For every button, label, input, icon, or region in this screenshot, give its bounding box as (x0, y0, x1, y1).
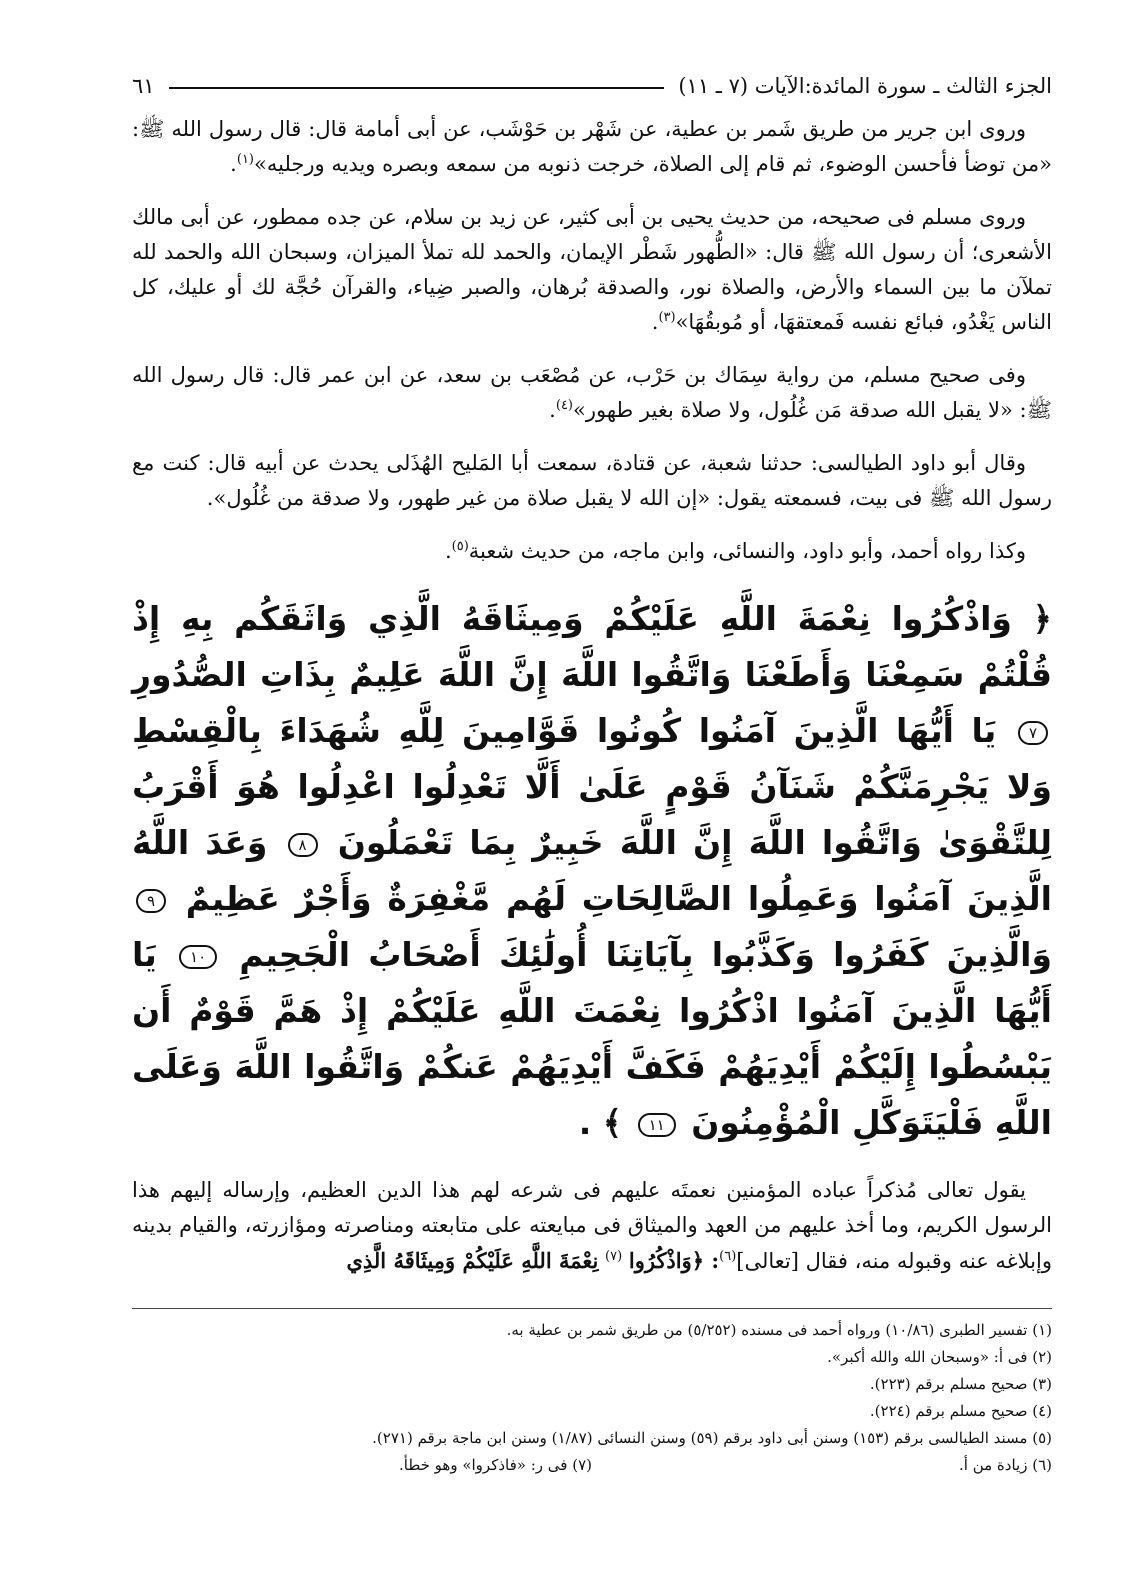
ayah-number-badge: ١١ (638, 1113, 676, 1137)
paragraph-commentary (132, 1173, 1052, 1279)
footnotes (132, 1308, 1052, 1479)
footnote-ref: (١) (236, 152, 254, 167)
footnote-2: (٢) فى أ: «وسبحان الله والله أكبر». (827, 1348, 1052, 1366)
footnote-ref: (٥) (451, 539, 469, 554)
header-rule (169, 87, 665, 89)
footnote-ref: (٦) (719, 1249, 737, 1264)
verse-text: ﴿ وَاذْكُرُوا نِعْمَةَ اللَّهِ عَلَيْكُمْ وَمِيثَاقَهُ الَّذِي وَاثَقَكُم بِهِ إِذْ قُلْتُمْ سَمِعْنَا وَأَطَعْنَا وَاتَّقُوا اللَّهَ إِنَّ اللَّهَ عَلِيمٌ بِذَاتِ الصُّدُورِ (132, 599, 1052, 694)
footnote-6: (٦) زيادة من أ. (959, 1456, 1052, 1474)
footnote-1: (١) تفسير الطبرى (١٠/٨٦) ورواه أحمد فى مسنده (٥/٢٥٢) من طريق شمر بن عطية به. (506, 1321, 1052, 1339)
paragraph-text: وروى ابن جرير من طريق شَمر بن عطية، عن شَهْر بن حَوْشَب، عن أبى أمامة قال: قال رسول الله ﷺ: «من توضأ فأحسن الوضوء، ثم قام إلى الصلاة، خرجت ذنوبه من سمعه وبصره ويديه ورجليه» (132, 117, 1052, 176)
paragraph-text: وكذا رواه أحمد، وأبو داود، والنسائى، وابن ماجه، من حديث شعبة (468, 539, 1026, 563)
footnote-7: (٧) فى ر: «فاذكروا» وهو خطأ. (398, 1456, 592, 1474)
paragraph-tayalisi (132, 446, 1052, 516)
ayah-number-badge: ١٠ (179, 945, 217, 969)
ayah-number-badge: ٩ (136, 889, 166, 913)
verse-text: يَا أَيُّهَا الَّذِينَ آمَنُوا كُونُوا قَوَّامِينَ لِلَّهِ شُهَدَاءَ بِالْقِسْطِ وَلا يَجْرِمَنَّكُمْ شَنَآنُ قَوْمٍ عَلَىٰ أَلَّا تَعْدِلُوا اعْدِلُوا هُوَ أَقْرَبُ لِلتَّقْوَىٰ وَاتَّقُوا اللَّهَ إِنَّ اللَّهَ خَبِيرٌ بِمَا تَعْمَلُونَ (132, 711, 1052, 862)
footnote-ref: (٧) (605, 1249, 623, 1264)
verse-text: وَعَدَ اللَّهُ الَّذِينَ آمَنُوا وَعَمِلُوا الصَّالِحَاتِ لَهُم مَّغْفِرَةٌ وَأَجْرٌ عَظِيمٌ (132, 823, 1052, 918)
commentary-quote: نِعْمَةَ اللَّهِ عَلَيْكُمْ وَمِيثَاقَهُ الَّذِي (346, 1248, 599, 1273)
paragraph-ibn-jarir: وروى ابن جرير من طريق شَمر بن عطية، عن شَهْر بن حَوْشَب، عن أبى أمامة قال: قال رسول الله ﷺ: «من توضأ فأحسن الوضوء، ثم قام إلى الصلاة، خرجت ذنوبه من سمعه وبصره ويديه ورجليه»$^{(١)}$. (132, 117, 1052, 176)
footnote-ref: (٤) (555, 398, 573, 413)
footnote-row (132, 1452, 1052, 1479)
paragraph-narrators: وكذا رواه أحمد، وأبو داود، والنسائى، وابن ماجه، من حديث شعبة$^{(٥)}$. (444, 539, 1026, 563)
header-title: الجزء الثالث ـ سورة المائدة:الآيات (٧ ـ ١١) (678, 74, 1052, 98)
paragraph-muslim-1: وروى مسلم فى صحيحه، من حديث يحيى بن أبى كثير، عن زيد بن سلام، عن جده ممطور، عن أبى مالك الأشعرى؛ أن رسول الله ﷺ قال: «الطُّهور شَطْر الإيمان، والحمد لله تملأ الميزان، وسبحان الله والحمد لله تملآن ما بين السماء والأرض، والصلاة نور، والصدقة بُرهان، والصبر ضِياء، والقرآن حُجَّة لك أو عليك، كل الناس يَغْدُو، فبائع نفسه فَمعتقهَا، أو مُوبقُهَا»$^{(٣)}$. (132, 205, 1052, 334)
footnote-ref: (٣) (658, 310, 676, 325)
verse-text: يَا أَيُّهَا الَّذِينَ آمَنُوا اذْكُرُوا نِعْمَتَ اللَّهِ عَلَيْكُمْ إِذْ هَمَّ قَوْمٌ أَن يَبْسُطُوا إِلَيْكُمْ أَيْدِيَهُمْ فَكَفَّ أَيْدِيَهُمْ عَنكُمْ وَاتَّقُوا اللَّهَ وَعَلَى اللَّهِ فَلْيَتَوَكَّلِ الْمُؤْمِنُونَ (132, 935, 1052, 1142)
page-body (132, 112, 1052, 1279)
ayah-number-badge: ٧ (1018, 721, 1048, 745)
running-header (132, 66, 1052, 106)
verse-close: ﴾ . (578, 1103, 623, 1142)
footnote-5: (٥) مسند الطيالسى برقم (١٥٣) وسنن أبى داود برقم (٥٩) وسنن النسائى (١/٨٧) وسنن ابن ماجة برقم (٢٧١). (372, 1429, 1052, 1447)
footnote-3: (٣) صحيح مسلم برقم (٢٢٣). (869, 1375, 1052, 1393)
verse-text: وَالَّذِينَ كَفَرُوا وَكَذَّبُوا بِآيَاتِنَا أُولَٰئِكَ أَصْحَابُ الْجَحِيمِ (239, 935, 1052, 974)
paragraph-text: وروى مسلم فى صحيحه، من حديث يحيى بن أبى كثير، عن زيد بن سلام، عن جده ممطور، عن أبى مالك الأشعرى؛ أن رسول الله ﷺ قال: «الطُّهور شَطْر الإيمان، والحمد لله تملأ الميزان، وسبحان الله والحمد لله تملآن ما بين السماء والأرض، والصلاة نور، والصدقة بُرهان، والصبر ضِياء، والقرآن حُجَّة لك أو عليك، كل الناس يَغْدُو، فبائع نفسه فَمعتقهَا، أو مُوبقُهَا» (132, 205, 1052, 334)
paragraph-text: وفى صحيح مسلم، من رواية سِمَاك بن حَرْب، عن مُصْعَب بن سعد، عن ابن عمر قال: قال رسول الله ﷺ: «لا يقبل الله صدقة مَن غُلُول، ولا صلاة بغير طهور» (132, 363, 1052, 422)
commentary-text: يقول تعالى مُذكراً عباده المؤمنين نعمتَه عليهم فى شرعه لهم هذا الدين العظيم، وإرساله إليهم هذا الرسول الكريم، وما أخذ عليهم من العهد والميثاق فى مبايعته على متابعته ومناصرته ومؤازرته، والقيام بدينه وإبلاغه عنه وقبوله منه، فقال [تعالى] (132, 1178, 1052, 1273)
commentary-quote: : ﴿وَاذْكُرُوا (628, 1248, 720, 1273)
page-number: ٦١ (132, 74, 155, 98)
quran-verses (132, 591, 1052, 1151)
footnote-4: (٤) صحيح مسلم برقم (٢٢٤). (869, 1402, 1052, 1420)
ayah-number-badge: ٨ (288, 833, 318, 857)
paragraph-text: وقال أبو داود الطيالسى: حدثنا شعبة، عن قتادة، سمعت أبا المَليح الهُذَلى يحدث عن أبيه قال: كنت مع رسول الله ﷺ فى بيت، فسمعته يقول: «إن الله لا يقبل صلاة من غير طهور، ولا صدقة من غُلُول». (132, 451, 1052, 510)
paragraph-muslim-2: وفى صحيح مسلم، من رواية سِمَاك بن حَرْب، عن مُصْعَب بن سعد، عن ابن عمر قال: قال رسول الله ﷺ: «لا يقبل الله صدقة مَن غُلُول، ولا صلاة بغير طهور»$^{(٤)}$. (132, 363, 1052, 422)
